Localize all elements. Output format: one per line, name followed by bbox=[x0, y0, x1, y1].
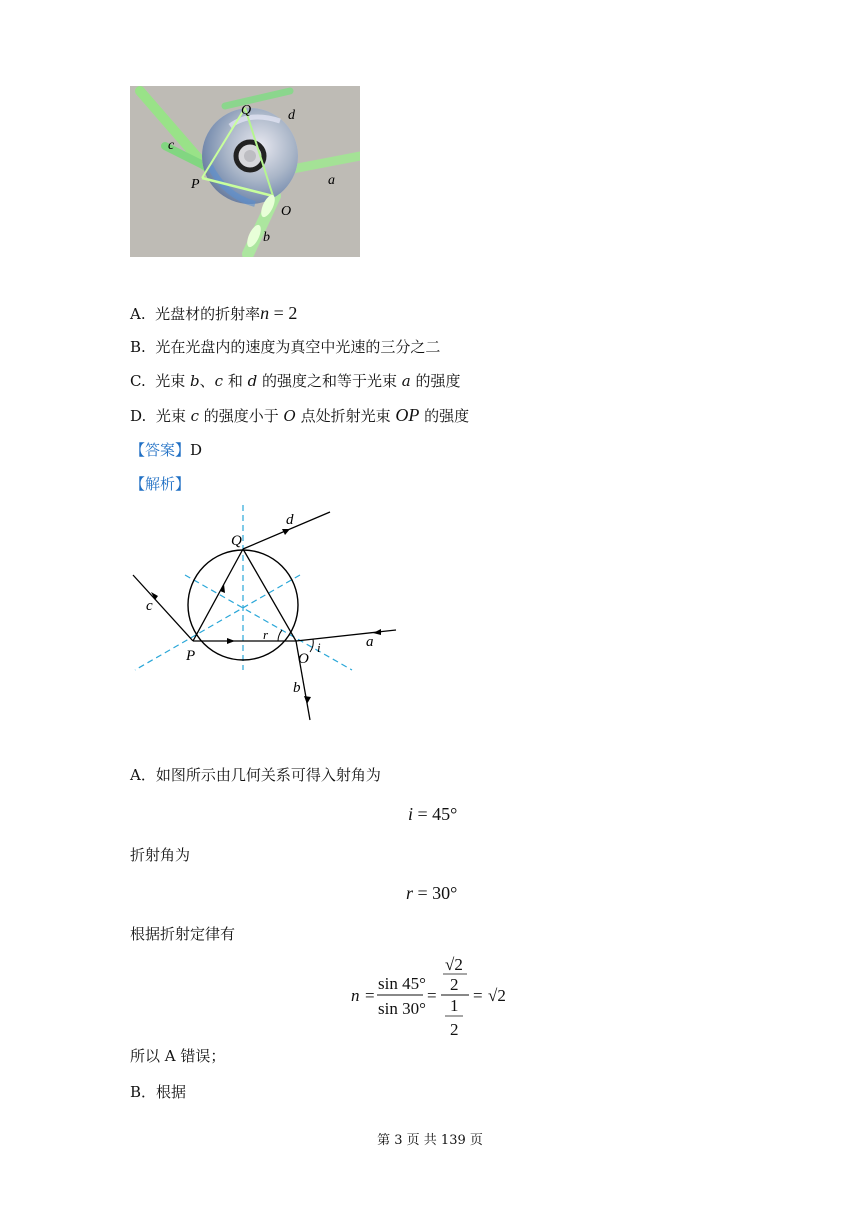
equation-n-num: sin 45° bbox=[378, 974, 426, 993]
svg-text:=: = bbox=[365, 986, 375, 1005]
option-c-prefix: C. bbox=[130, 372, 146, 390]
analysis-line bbox=[130, 473, 190, 494]
option-c bbox=[130, 371, 461, 391]
option-a-prefix: A. bbox=[130, 305, 146, 323]
cd-laser-photo bbox=[130, 86, 360, 257]
option-a-value: = 2 bbox=[269, 303, 298, 323]
diagram-label-Q: Q bbox=[231, 533, 242, 549]
option-d bbox=[130, 405, 469, 426]
option-b bbox=[130, 337, 440, 357]
option-d-part: O bbox=[283, 407, 296, 425]
answer-label: 【答案】 bbox=[130, 441, 191, 459]
option-c-part: 、 bbox=[199, 372, 215, 390]
equation-n bbox=[345, 950, 525, 1042]
equation-i bbox=[408, 804, 457, 825]
photo-label-b: b bbox=[263, 230, 270, 245]
option-d-part: 的强度小于 bbox=[199, 407, 284, 425]
option-a-text: 光盘材的折射率 bbox=[155, 305, 261, 323]
option-d-part: c bbox=[190, 407, 199, 425]
option-b-text: 光在光盘内的速度为真空中光速的三分之二 bbox=[155, 338, 441, 356]
photo-label-c: c bbox=[168, 138, 175, 153]
svg-text:=: = bbox=[427, 986, 437, 1005]
equation-r-var: r bbox=[406, 883, 414, 903]
option-c-part: b bbox=[190, 372, 200, 390]
diagram-label-c: c bbox=[146, 598, 153, 614]
diagram-label-O: O bbox=[298, 651, 309, 667]
solution-a-intro: A．如图所示由几何关系可得入射角为 bbox=[130, 766, 381, 784]
analysis-label: 【解析】 bbox=[130, 475, 191, 493]
equation-r-value: = 30° bbox=[413, 883, 458, 903]
solution-a-conclusion: 所以 A 错误； bbox=[130, 1047, 226, 1065]
equation-n-frac-den-den: 2 bbox=[450, 1020, 459, 1039]
equation-n-frac-den-num: 1 bbox=[450, 996, 459, 1015]
equation-n-result: √2 bbox=[488, 986, 506, 1005]
option-d-part: OP bbox=[395, 405, 420, 425]
option-a-math: n bbox=[260, 303, 270, 323]
option-c-part: 的强度 bbox=[410, 372, 461, 390]
option-c-part: d bbox=[247, 372, 258, 390]
solution-refraction-label: 折射角为 bbox=[130, 846, 191, 864]
photo-label-d: d bbox=[288, 108, 295, 123]
answer-value: D bbox=[190, 441, 203, 459]
equation-r bbox=[406, 883, 457, 904]
diagram-label-b: b bbox=[293, 680, 301, 696]
photo-label-a: a bbox=[328, 173, 335, 188]
option-c-part: 光束 bbox=[155, 372, 191, 390]
option-d-part: 的强度 bbox=[419, 407, 470, 425]
option-d-prefix: D. bbox=[130, 407, 147, 425]
equation-n-var: n bbox=[351, 986, 360, 1005]
equation-n-frac-num-den: 2 bbox=[450, 975, 459, 994]
option-d-part: 光束 bbox=[155, 407, 191, 425]
option-d-part: 点处折射光束 bbox=[295, 407, 396, 425]
solution-b-intro: B．根据 bbox=[130, 1083, 187, 1101]
diagram-label-i: i bbox=[317, 640, 321, 655]
photo-label-P: P bbox=[191, 177, 200, 192]
equation-n-frac-num: √2 bbox=[445, 955, 463, 974]
equation-i-value: = 45° bbox=[413, 804, 458, 824]
option-c-part: 和 bbox=[223, 372, 248, 390]
equation-i-var: i bbox=[408, 804, 414, 824]
diagram-label-P: P bbox=[186, 648, 196, 664]
equation-n-den: sin 30° bbox=[378, 999, 426, 1018]
option-c-part: 的强度之和等于光束 bbox=[257, 372, 402, 390]
svg-text:=: = bbox=[473, 986, 483, 1005]
photo-label-Q: Q bbox=[241, 103, 252, 118]
solution-law-label: 根据折射定律有 bbox=[130, 925, 236, 943]
option-a bbox=[130, 303, 297, 324]
refraction-diagram bbox=[130, 500, 410, 725]
photo-label-O: O bbox=[281, 204, 292, 219]
option-b-prefix: B. bbox=[130, 338, 146, 356]
option-c-part: c bbox=[214, 372, 224, 390]
diagram-label-a: a bbox=[366, 634, 374, 650]
diagram-label-r: r bbox=[263, 627, 269, 642]
answer-line bbox=[130, 439, 202, 460]
diagram-label-d: d bbox=[286, 512, 294, 528]
option-c-part: a bbox=[401, 372, 411, 390]
page-footer: 第 3 页 共 139 页 bbox=[377, 1133, 483, 1148]
